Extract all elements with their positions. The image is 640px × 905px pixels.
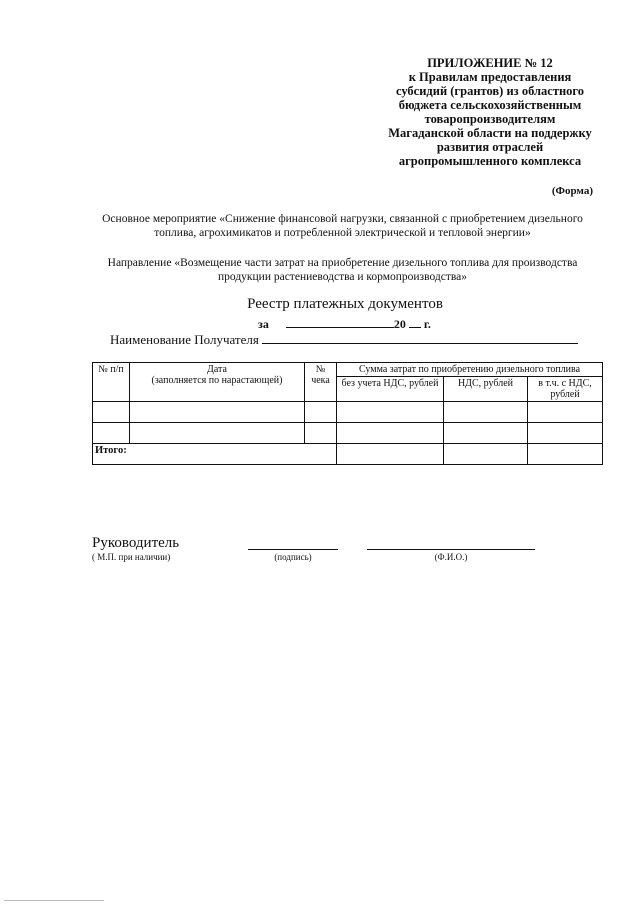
seal-note: ( М.П. при наличии) bbox=[92, 552, 171, 562]
period-year: 20 bbox=[393, 317, 406, 331]
header-vat: НДС, рублей bbox=[444, 377, 528, 402]
appendix-line: развития отраслей bbox=[436, 140, 544, 154]
document-title: Реестр платежных документов bbox=[247, 296, 443, 312]
table-cell[interactable] bbox=[93, 423, 130, 444]
total-vat[interactable] bbox=[444, 444, 528, 465]
header-date-note: (заполняется по нарастающей) bbox=[151, 375, 283, 386]
name-line[interactable] bbox=[367, 549, 535, 550]
header-sum-group: Сумма затрат по приобретению дизельного топлива bbox=[337, 363, 603, 377]
table-row bbox=[93, 423, 603, 444]
table-row bbox=[93, 402, 603, 423]
header-number: № п/п bbox=[93, 363, 130, 402]
appendix-line: к Правилам предоставления bbox=[408, 70, 572, 84]
header-date-label: Дата bbox=[207, 364, 227, 375]
table-cell[interactable] bbox=[305, 423, 337, 444]
total-sum-no-vat[interactable] bbox=[337, 444, 444, 465]
form-label: (Форма) bbox=[551, 185, 593, 197]
period-row bbox=[258, 315, 431, 332]
table-cell[interactable] bbox=[93, 402, 130, 423]
header-date bbox=[130, 363, 305, 402]
appendix-line: субсидий (грантов) из областного bbox=[395, 84, 585, 98]
header-check: № чека bbox=[305, 363, 337, 402]
period-blank-field[interactable] bbox=[286, 315, 394, 328]
table-cell[interactable] bbox=[305, 402, 337, 423]
total-label: Итого: bbox=[93, 444, 337, 465]
header-sum-no-vat: без учета НДС, рублей bbox=[337, 377, 444, 402]
appendix-line: бюджета сельскохозяйственным bbox=[398, 98, 582, 112]
table-cell[interactable] bbox=[444, 423, 528, 444]
table-cell[interactable] bbox=[337, 423, 444, 444]
signature-caption: (подпись) bbox=[274, 552, 312, 562]
main-measure-text: Основное мероприятие «Снижение финансовой нагрузки, связанной с приобретением дизельного топлива, агрохимикатов и потребленной электрической и тепловой энергии» bbox=[102, 213, 583, 239]
table-cell[interactable] bbox=[130, 423, 305, 444]
period-year-blank[interactable] bbox=[409, 315, 421, 328]
appendix-line: Магаданской области на поддержку bbox=[388, 126, 592, 140]
manager-label: Руководитель bbox=[92, 535, 180, 551]
total-incl-vat[interactable] bbox=[528, 444, 603, 465]
recipient-blank-field[interactable] bbox=[262, 331, 578, 344]
table-cell[interactable] bbox=[528, 423, 603, 444]
payment-register-table bbox=[92, 362, 603, 465]
signature-line[interactable] bbox=[248, 549, 338, 550]
table-cell[interactable] bbox=[337, 402, 444, 423]
footer-divider bbox=[4, 900, 104, 901]
table-cell[interactable] bbox=[528, 402, 603, 423]
recipient-row bbox=[110, 331, 578, 348]
period-suffix: г. bbox=[423, 317, 431, 331]
direction-text: Направление «Возмещение части затрат на приобретение дизельного топлива для производства продукции растениеводства и кормопроизводства» bbox=[107, 257, 578, 283]
recipient-label: Наименование Получателя bbox=[110, 332, 259, 347]
appendix-line: ПРИЛОЖЕНИЕ № 12 bbox=[427, 56, 553, 70]
name-caption: (Ф.И.О.) bbox=[434, 552, 468, 562]
appendix-line: товаропроизводителям bbox=[424, 112, 556, 126]
appendix-line: агропромышленного комплекса bbox=[398, 154, 582, 168]
table-cell[interactable] bbox=[130, 402, 305, 423]
table-cell[interactable] bbox=[444, 402, 528, 423]
period-prefix: за bbox=[258, 317, 269, 331]
appendix-header bbox=[340, 56, 640, 168]
header-incl-vat: в т.ч. с НДС, рублей bbox=[528, 377, 603, 402]
total-row bbox=[93, 444, 603, 465]
